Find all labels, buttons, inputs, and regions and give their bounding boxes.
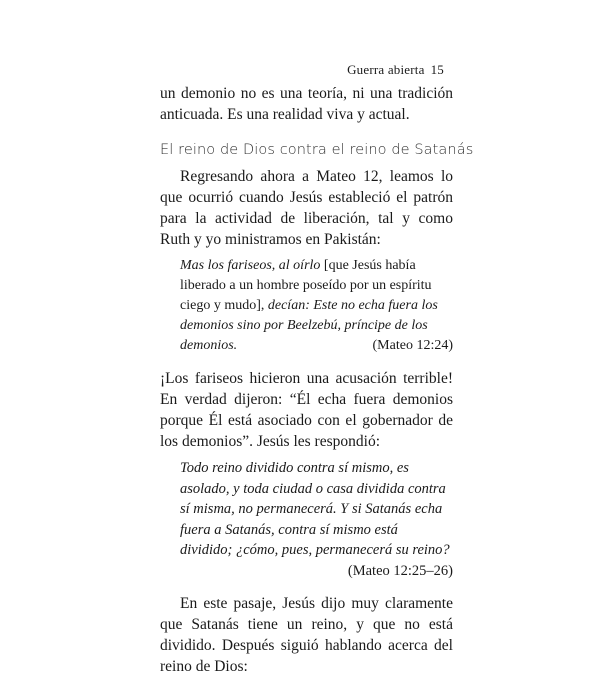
- page-number: 15: [430, 62, 444, 77]
- running-head-title: Guerra abierta: [347, 62, 425, 77]
- body-text: [160, 83, 474, 677]
- quote-bracketed-insert: [que Jesús había liberado a un hombre poseído por un espíritu ciego y mudo],: [180, 258, 432, 313]
- quote-reference: (Mateo 12:25–26): [347, 562, 453, 579]
- quote-italic-end: decían: Este no echa fuera los demonios sino por Beelzebú, príncipe de los demonios.: [180, 298, 438, 353]
- quote-text: Todo reino dividido contra sí mismo, es asolado, y toda ciudad o casa dividida contra sí misma, no permanecerá. Y si Satanás echa fuera a Satanás, contra sí mismo está dividido; ¿cómo, pues, permanecerá su reino?: [180, 460, 450, 558]
- block-quote-mateo-12-25: [180, 458, 453, 581]
- quote-reference: (Mateo 12:24): [372, 338, 453, 353]
- paragraph-mateo-12: Regresando ahora a Mateo 12, leamos lo que ocurrió cuando Jesús estableció el patrón para la actividad de liberación, tal y como Ruth y yo ministramos en Pakistán:: [160, 168, 453, 248]
- running-head: [347, 62, 444, 78]
- paragraph-continuation: un demonio no es una teoría, ni una tradición anticuada. Es una realidad viva y actual.: [160, 85, 453, 123]
- block-quote-mateo-12-24: [180, 256, 453, 356]
- paragraph-pasaje: En este pasaje, Jesús dijo muy claramente que Satanás tiene un reino, y que no está dividido. Después siguió hablando acerca del reino de Dios:: [160, 595, 453, 675]
- paragraph-fariseos: ¡Los fariseos hicieron una acusación terrible! En verdad dijeron: “Él echa fuera demonios porque Él está asociado con el gobernador de los demonios”. Jesús les respondió:: [160, 370, 453, 450]
- section-heading: El reino de Dios contra el reino de Satanás: [160, 142, 474, 158]
- quote-italic-start: Mas los fariseos, al oírlo: [180, 258, 321, 273]
